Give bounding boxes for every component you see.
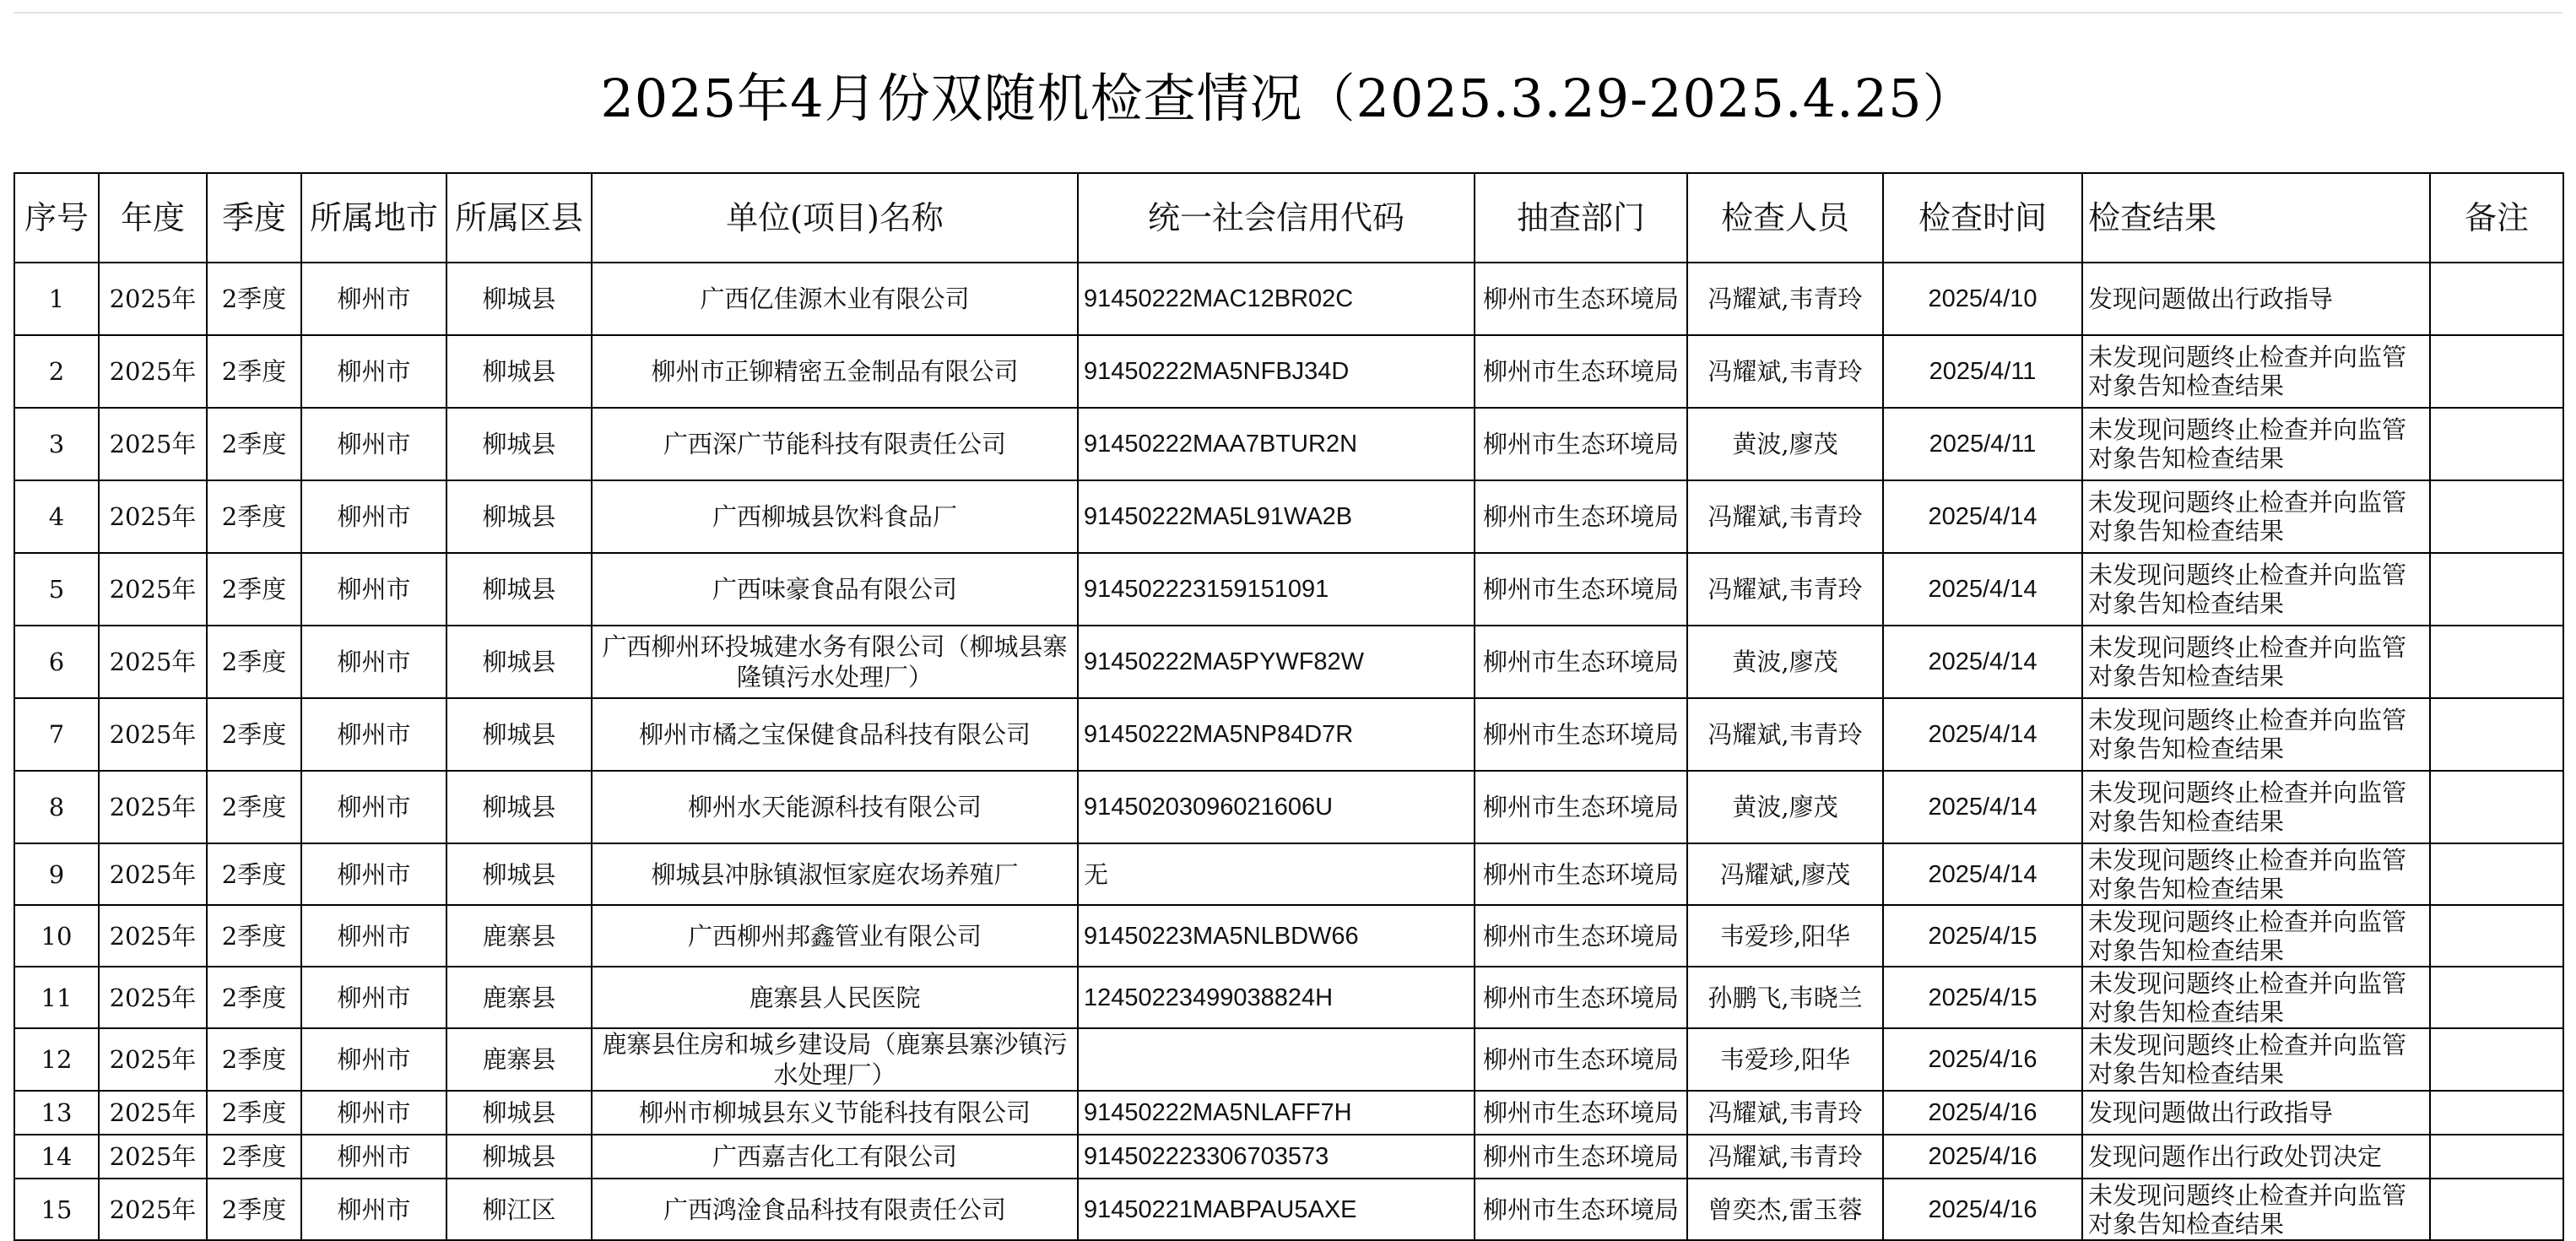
cell-inspectors[interactable]: 冯耀斌,韦青玲 (1687, 553, 1883, 626)
cell-city[interactable]: 柳州市 (301, 480, 446, 553)
cell-note[interactable] (2430, 905, 2563, 967)
table-row (14, 1091, 2563, 1135)
cell-time[interactable]: 2025/4/14 (1883, 771, 2082, 843)
cell-quarter[interactable]: 2季度 (207, 263, 301, 335)
cell-unit[interactable]: 广西柳城县饮料食品厂 (592, 480, 1078, 553)
cell-code[interactable]: 91450222MA5PYWF82W (1078, 626, 1475, 698)
header-dept[interactable]: 抽查部门 (1475, 173, 1687, 263)
cell-inspectors[interactable]: 冯耀斌,韦青玲 (1687, 1091, 1883, 1135)
cell-quarter[interactable]: 2季度 (207, 905, 301, 967)
cell-seq[interactable]: 9 (14, 843, 99, 905)
cell-result[interactable]: 未发现问题终止检查并向监管对象告知检查结果 (2082, 1179, 2430, 1240)
cell-note[interactable] (2430, 1135, 2563, 1179)
cell-note[interactable] (2430, 771, 2563, 843)
cell-year[interactable]: 2025年 (99, 698, 207, 771)
cell-inspectors[interactable]: 韦爱珍,阳华 (1687, 1028, 1883, 1091)
cell-unit[interactable]: 广西柳州邦鑫管业有限公司 (592, 905, 1078, 967)
cell-year[interactable]: 2025年 (99, 263, 207, 335)
cell-time[interactable]: 2025/4/14 (1883, 480, 2082, 553)
cell-inspectors[interactable]: 冯耀斌,廖茂 (1687, 843, 1883, 905)
cell-result[interactable]: 未发现问题终止检查并向监管对象告知检查结果 (2082, 626, 2430, 698)
cell-dept[interactable]: 柳州市生态环境局 (1475, 408, 1687, 480)
cell-time[interactable]: 2025/4/16 (1883, 1179, 2082, 1240)
cell-result[interactable]: 发现问题做出行政指导 (2082, 1091, 2430, 1135)
cell-inspectors[interactable]: 黄波,廖茂 (1687, 408, 1883, 480)
cell-seq[interactable]: 11 (14, 967, 99, 1028)
cell-quarter[interactable]: 2季度 (207, 771, 301, 843)
cell-note[interactable] (2430, 967, 2563, 1028)
spreadsheet (14, 12, 2562, 1238)
cell-unit[interactable]: 鹿寨县住房和城乡建设局（鹿寨县寨沙镇污水处理厂） (592, 1028, 1078, 1091)
header-year[interactable]: 年度 (99, 173, 207, 263)
cell-district[interactable]: 柳城县 (446, 480, 592, 553)
cell-district[interactable]: 柳城县 (446, 1091, 592, 1135)
table-row (14, 263, 2563, 335)
cell-time[interactable]: 2025/4/14 (1883, 626, 2082, 698)
header-result[interactable]: 检查结果 (2082, 173, 2430, 263)
cell-city[interactable]: 柳州市 (301, 771, 446, 843)
cell-code[interactable]: 91450222MAA7BTUR2N (1078, 408, 1475, 480)
cell-inspectors[interactable]: 冯耀斌,韦青玲 (1687, 1135, 1883, 1179)
cell-code[interactable] (1078, 1028, 1475, 1091)
cell-note[interactable] (2430, 843, 2563, 905)
table-row (14, 553, 2563, 626)
cell-seq[interactable]: 1 (14, 263, 99, 335)
cell-unit[interactable]: 广西鸿淦食品科技有限责任公司 (592, 1179, 1078, 1240)
header-row (14, 173, 2563, 263)
cell-result[interactable]: 发现问题做出行政指导 (2082, 263, 2430, 335)
cell-inspectors[interactable]: 孙鹏飞,韦晓兰 (1687, 967, 1883, 1028)
table-row (14, 1179, 2563, 1240)
cell-code[interactable]: 12450223499038824H (1078, 967, 1475, 1028)
cell-result[interactable]: 未发现问题终止检查并向监管对象告知检查结果 (2082, 553, 2430, 626)
cell-quarter[interactable]: 2季度 (207, 1135, 301, 1179)
cell-inspectors[interactable]: 冯耀斌,韦青玲 (1687, 480, 1883, 553)
cell-district[interactable]: 柳城县 (446, 1135, 592, 1179)
header-time[interactable]: 检查时间 (1883, 173, 2082, 263)
cell-year[interactable]: 2025年 (99, 1179, 207, 1240)
cell-city[interactable]: 柳州市 (301, 335, 446, 408)
cell-quarter[interactable]: 2季度 (207, 698, 301, 771)
cell-quarter[interactable]: 2季度 (207, 553, 301, 626)
cell-seq[interactable]: 13 (14, 1091, 99, 1135)
cell-year[interactable]: 2025年 (99, 408, 207, 480)
cell-result[interactable]: 未发现问题终止检查并向监管对象告知检查结果 (2082, 480, 2430, 553)
cell-unit[interactable]: 广西嘉吉化工有限公司 (592, 1135, 1078, 1179)
cell-unit[interactable]: 广西深广节能科技有限责任公司 (592, 408, 1078, 480)
cell-year[interactable]: 2025年 (99, 1028, 207, 1091)
cell-inspectors[interactable]: 韦爱珍,阳华 (1687, 905, 1883, 967)
cell-code[interactable]: 91450222MAC12BR02C (1078, 263, 1475, 335)
cell-city[interactable]: 柳州市 (301, 843, 446, 905)
cell-note[interactable] (2430, 1028, 2563, 1091)
cell-district[interactable]: 柳城县 (446, 626, 592, 698)
cell-district[interactable]: 鹿寨县 (446, 905, 592, 967)
cell-district[interactable]: 鹿寨县 (446, 1028, 592, 1091)
cell-note[interactable] (2430, 626, 2563, 698)
cell-city[interactable]: 柳州市 (301, 1179, 446, 1240)
cell-dept[interactable]: 柳州市生态环境局 (1475, 843, 1687, 905)
cell-dept[interactable]: 柳州市生态环境局 (1475, 905, 1687, 967)
table-row (14, 843, 2563, 905)
cell-seq[interactable]: 6 (14, 626, 99, 698)
cell-dept[interactable]: 柳州市生态环境局 (1475, 771, 1687, 843)
cell-year[interactable]: 2025年 (99, 626, 207, 698)
cell-note[interactable] (2430, 1091, 2563, 1135)
cell-unit[interactable]: 柳州市橘之宝保健食品科技有限公司 (592, 698, 1078, 771)
cell-time[interactable]: 2025/4/16 (1883, 1091, 2082, 1135)
table-row (14, 1028, 2563, 1091)
cell-district[interactable]: 柳城县 (446, 335, 592, 408)
cell-unit[interactable]: 广西柳州环投城建水务有限公司（柳城县寨隆镇污水处理厂） (592, 626, 1078, 698)
cell-quarter[interactable]: 2季度 (207, 1028, 301, 1091)
cell-dept[interactable]: 柳州市生态环境局 (1475, 1179, 1687, 1240)
header-unit[interactable]: 单位(项目)名称 (592, 173, 1078, 263)
cell-city[interactable]: 柳州市 (301, 967, 446, 1028)
cell-dept[interactable]: 柳州市生态环境局 (1475, 335, 1687, 408)
cell-note[interactable] (2430, 698, 2563, 771)
cell-district[interactable]: 柳城县 (446, 263, 592, 335)
cell-code[interactable]: 无 (1078, 843, 1475, 905)
cell-code[interactable]: 914502223159151091 (1078, 553, 1475, 626)
cell-unit[interactable]: 柳城县冲脉镇淑恒家庭农场养殖厂 (592, 843, 1078, 905)
cell-code[interactable]: 91450222MA5NLAFF7H (1078, 1091, 1475, 1135)
header-seq[interactable]: 序号 (14, 173, 99, 263)
cell-dept[interactable]: 柳州市生态环境局 (1475, 480, 1687, 553)
table-row (14, 408, 2563, 480)
cell-note[interactable] (2430, 335, 2563, 408)
cell-unit[interactable]: 鹿寨县人民医院 (592, 967, 1078, 1028)
cell-unit[interactable]: 广西亿佳源木业有限公司 (592, 263, 1078, 335)
cell-result[interactable]: 未发现问题终止检查并向监管对象告知检查结果 (2082, 905, 2430, 967)
cell-code[interactable]: 91450222MA5NFBJ34D (1078, 335, 1475, 408)
cell-inspectors[interactable]: 曾奕杰,雷玉蓉 (1687, 1179, 1883, 1240)
cell-code[interactable]: 914502223306703573 (1078, 1135, 1475, 1179)
cell-seq[interactable]: 7 (14, 698, 99, 771)
cell-code[interactable]: 91450203096021606U (1078, 771, 1475, 843)
cell-quarter[interactable]: 2季度 (207, 967, 301, 1028)
table-row (14, 771, 2563, 843)
cell-code[interactable]: 91450222MA5L91WA2B (1078, 480, 1475, 553)
cell-inspectors[interactable]: 黄波,廖茂 (1687, 626, 1883, 698)
cell-dept[interactable]: 柳州市生态环境局 (1475, 1135, 1687, 1179)
cell-time[interactable]: 2025/4/11 (1883, 335, 2082, 408)
cell-district[interactable]: 柳城县 (446, 771, 592, 843)
cell-result[interactable]: 未发现问题终止检查并向监管对象告知检查结果 (2082, 771, 2430, 843)
cell-note[interactable] (2430, 553, 2563, 626)
cell-year[interactable]: 2025年 (99, 843, 207, 905)
cell-district[interactable]: 柳城县 (446, 553, 592, 626)
cell-seq[interactable]: 10 (14, 905, 99, 967)
cell-inspectors[interactable]: 冯耀斌,韦青玲 (1687, 335, 1883, 408)
cell-time[interactable]: 2025/4/11 (1883, 408, 2082, 480)
cell-year[interactable]: 2025年 (99, 480, 207, 553)
cell-seq[interactable]: 4 (14, 480, 99, 553)
cell-district[interactable]: 柳城县 (446, 698, 592, 771)
cell-quarter[interactable]: 2季度 (207, 626, 301, 698)
cell-time[interactable]: 2025/4/15 (1883, 967, 2082, 1028)
cell-time[interactable]: 2025/4/14 (1883, 553, 2082, 626)
cell-result[interactable]: 未发现问题终止检查并向监管对象告知检查结果 (2082, 408, 2430, 480)
cell-quarter[interactable]: 2季度 (207, 1091, 301, 1135)
cell-year[interactable]: 2025年 (99, 1135, 207, 1179)
cell-city[interactable]: 柳州市 (301, 263, 446, 335)
cell-quarter[interactable]: 2季度 (207, 1179, 301, 1240)
cell-result[interactable]: 未发现问题终止检查并向监管对象告知检查结果 (2082, 967, 2430, 1028)
cell-year[interactable]: 2025年 (99, 553, 207, 626)
cell-time[interactable]: 2025/4/16 (1883, 1135, 2082, 1179)
table-row (14, 698, 2563, 771)
cell-note[interactable] (2430, 1179, 2563, 1240)
cell-unit[interactable]: 柳州市正铆精密五金制品有限公司 (592, 335, 1078, 408)
header-note[interactable]: 备注 (2430, 173, 2563, 263)
cell-code[interactable]: 91450221MABPAU5AXE (1078, 1179, 1475, 1240)
cell-district[interactable]: 柳城县 (446, 843, 592, 905)
cell-note[interactable] (2430, 263, 2563, 335)
cell-time[interactable]: 2025/4/16 (1883, 1028, 2082, 1091)
table-row (14, 480, 2563, 553)
header-quarter[interactable]: 季度 (207, 173, 301, 263)
cell-note[interactable] (2430, 408, 2563, 480)
cell-seq[interactable]: 3 (14, 408, 99, 480)
header-inspectors[interactable]: 检查人员 (1687, 173, 1883, 263)
cell-city[interactable]: 柳州市 (301, 698, 446, 771)
table-row (14, 626, 2563, 698)
cell-result[interactable]: 未发现问题终止检查并向监管对象告知检查结果 (2082, 335, 2430, 408)
cell-result[interactable]: 未发现问题终止检查并向监管对象告知检查结果 (2082, 698, 2430, 771)
cell-quarter[interactable]: 2季度 (207, 335, 301, 408)
cell-city[interactable]: 柳州市 (301, 1091, 446, 1135)
cell-code[interactable]: 91450223MA5NLBDW66 (1078, 905, 1475, 967)
cell-city[interactable]: 柳州市 (301, 626, 446, 698)
cell-city[interactable]: 柳州市 (301, 1135, 446, 1179)
cell-unit[interactable]: 广西味豪食品有限公司 (592, 553, 1078, 626)
cell-quarter[interactable]: 2季度 (207, 843, 301, 905)
cell-time[interactable]: 2025/4/15 (1883, 905, 2082, 967)
cell-dept[interactable]: 柳州市生态环境局 (1475, 1028, 1687, 1091)
cell-note[interactable] (2430, 480, 2563, 553)
cell-city[interactable]: 柳州市 (301, 905, 446, 967)
table-row (14, 1135, 2563, 1179)
cell-year[interactable]: 2025年 (99, 1091, 207, 1135)
cell-city[interactable]: 柳州市 (301, 1028, 446, 1091)
cell-quarter[interactable]: 2季度 (207, 480, 301, 553)
cell-quarter[interactable]: 2季度 (207, 408, 301, 480)
cell-dept[interactable]: 柳州市生态环境局 (1475, 263, 1687, 335)
cell-seq[interactable]: 8 (14, 771, 99, 843)
cell-seq[interactable]: 12 (14, 1028, 99, 1091)
cell-inspectors[interactable]: 冯耀斌,韦青玲 (1687, 263, 1883, 335)
cell-inspectors[interactable]: 冯耀斌,韦青玲 (1687, 698, 1883, 771)
cell-code[interactable]: 91450222MA5NP84D7R (1078, 698, 1475, 771)
cell-seq[interactable]: 14 (14, 1135, 99, 1179)
cell-dept[interactable]: 柳州市生态环境局 (1475, 698, 1687, 771)
cell-year[interactable]: 2025年 (99, 771, 207, 843)
cell-result[interactable]: 未发现问题终止检查并向监管对象告知检查结果 (2082, 843, 2430, 905)
cell-inspectors[interactable]: 黄波,廖茂 (1687, 771, 1883, 843)
table-row (14, 905, 2563, 967)
cell-time[interactable]: 2025/4/14 (1883, 698, 2082, 771)
page-title: 2025年4月份双随机检查情况（2025.3.29-2025.4.25） (600, 67, 1976, 129)
table-row (14, 335, 2563, 408)
cell-time[interactable]: 2025/4/10 (1883, 263, 2082, 335)
cell-result[interactable]: 发现问题作出行政处罚决定 (2082, 1135, 2430, 1179)
cell-dept[interactable]: 柳州市生态环境局 (1475, 626, 1687, 698)
cell-dept[interactable]: 柳州市生态环境局 (1475, 1091, 1687, 1135)
header-district[interactable]: 所属区县 (446, 173, 592, 263)
cell-district[interactable]: 鹿寨县 (446, 967, 592, 1028)
cell-unit[interactable]: 柳州水天能源科技有限公司 (592, 771, 1078, 843)
cell-city[interactable]: 柳州市 (301, 553, 446, 626)
inspection-table (14, 172, 2564, 1241)
cell-unit[interactable]: 柳州市柳城县东义节能科技有限公司 (592, 1091, 1078, 1135)
cell-time[interactable]: 2025/4/14 (1883, 843, 2082, 905)
header-code[interactable]: 统一社会信用代码 (1078, 173, 1475, 263)
cell-dept[interactable]: 柳州市生态环境局 (1475, 553, 1687, 626)
cell-district[interactable]: 柳城县 (446, 408, 592, 480)
cell-year[interactable]: 2025年 (99, 967, 207, 1028)
cell-seq[interactable]: 15 (14, 1179, 99, 1240)
cell-year[interactable]: 2025年 (99, 335, 207, 408)
cell-district[interactable]: 柳江区 (446, 1179, 592, 1240)
cell-result[interactable]: 未发现问题终止检查并向监管对象告知检查结果 (2082, 1028, 2430, 1091)
cell-seq[interactable]: 2 (14, 335, 99, 408)
cell-dept[interactable]: 柳州市生态环境局 (1475, 967, 1687, 1028)
header-city[interactable]: 所属地市 (301, 173, 446, 263)
cell-seq[interactable]: 5 (14, 553, 99, 626)
cell-city[interactable]: 柳州市 (301, 408, 446, 480)
table-row (14, 967, 2563, 1028)
cell-year[interactable]: 2025年 (99, 905, 207, 967)
